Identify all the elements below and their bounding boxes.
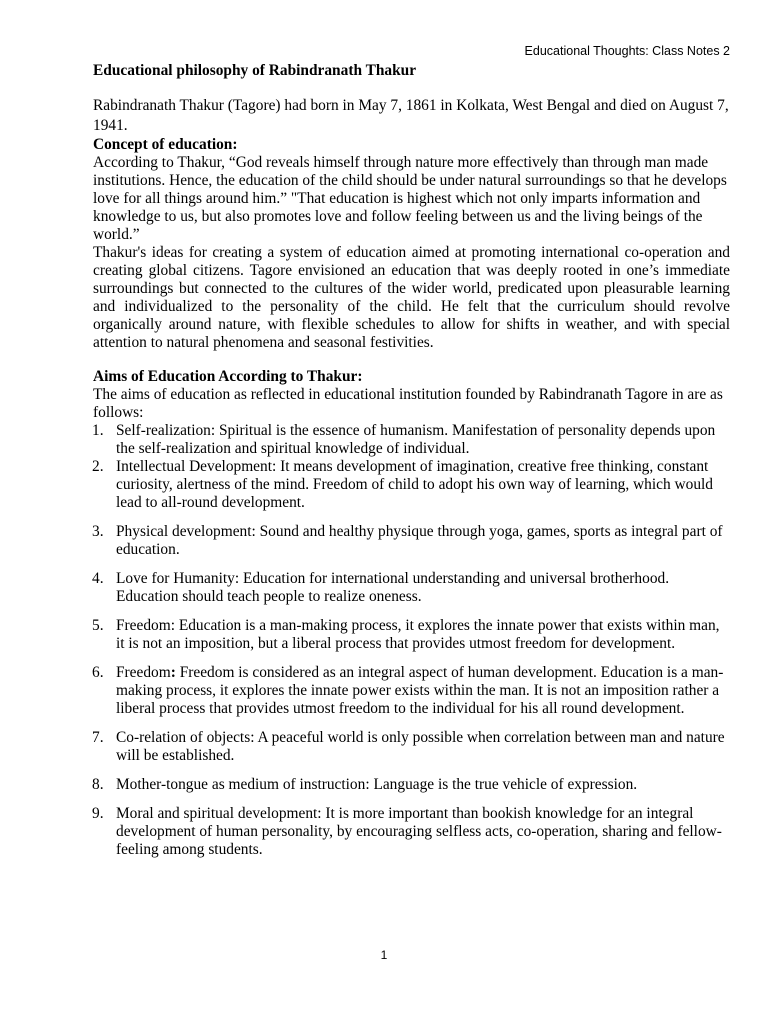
list-item-text: Moral and spiritual development: It is more important than bookish knowledge for an integral development of human personality, by encouraging selfless acts, co-operation, sharing and fellow-feeling among students. [116,805,722,858]
document-body [93,62,730,859]
list-item-text: Self-realization: Spiritual is the essence of humanism. Manifestation of personality depends upon the self-realization and spiritual knowledge of individual. [116,422,716,457]
list-item-text: Freedom: Education is a man-making process, it explores the innate power that exists within man, it is not an imposition, but a liberal process that provides utmost freedom for development. [116,617,720,652]
list-item-text: Intellectual Development: It means development of imagination, creative free thinking, constant curiosity, alertness of the mind. Freedom of child to adopt his own way of learning, which would lead to all-round development. [116,458,713,511]
list-item-text: Freedom is considered as an integral aspect of human development. Education is a man-making process, it explores the innate power exists within the man. It is not an imposition rather a liberal process that provides utmost freedom to the individual for his all round development. [116,664,724,717]
list-item [93,422,730,458]
list-item-text: Mother-tongue as medium of instruction: Language is the true vehicle of expression. [116,776,638,793]
list-item-number: 9. [92,805,104,822]
aims-intro: The aims of education as reflected in educational institution founded by Rabindranath Tagore in are as follows: [93,386,723,421]
running-header: Educational Thoughts: Class Notes 2 [524,44,730,58]
page-number: 1 [380,948,388,962]
intro-paragraph: Rabindranath Thakur (Tagore) had born in May 7, 1861 in Kolkata, West Bengal and died on August 7, 1941. [93,97,729,134]
list-item [93,805,730,859]
concept-paragraph-ideas: Thakur's ideas for creating a system of education aimed at promoting international co-operation and creating global citizens. Tagore envisioned an education that was deeply rooted in one’s immediate surroundings but connected to the cultures of the wider world, predicated upon pleasurable learning and individualized to the personality of the child. He felt that the curriculum should revolve organically around nature, with flexible schedules to allow for shifts in weather, and with special attention to natural phenomena and seasonal festivities. [93,244,730,351]
list-item-number: 8. [92,776,104,793]
list-item-number: 2. [92,458,104,475]
list-item-text: Love for Humanity: Education for international understanding and universal brotherhood. Education should teach people to realize oneness. [116,570,670,605]
document-title: Educational philosophy of Rabindranath Thakur [93,62,417,79]
aims-list [93,422,730,859]
list-item-number: 3. [92,523,104,540]
list-item [93,729,730,765]
list-item-colon: : [170,664,176,681]
concept-heading: Concept of education: [93,136,238,153]
list-item [93,523,730,559]
list-item [93,776,730,794]
aims-heading: Aims of Education According to Thakur: [93,368,363,385]
list-item [93,458,730,512]
list-item-number: 1. [92,422,104,439]
list-item-label: Freedom [116,664,171,681]
list-item [93,570,730,606]
list-item-number: 7. [92,729,104,746]
list-item-number: 5. [92,617,104,634]
list-item-text: Co-relation of objects: A peaceful world is only possible when correlation between man and nature will be established. [116,729,725,764]
list-item-text: Physical development: Sound and healthy physique through yoga, games, sports as integral part of education. [116,523,723,558]
list-item-number: 6. [92,664,104,681]
list-item-number: 4. [92,570,104,587]
list-item [93,664,730,718]
list-item [93,617,730,653]
concept-paragraph-quote: According to Thakur, “God reveals himself through nature more effectively than through man made institutions. Hence, the education of the child should be under natural surroundings so that he develops love for all things around him.” "That education is highest which not only imparts information and knowledge to us, but also promotes love and follow feeling between us and the living beings of the world.” [93,154,727,243]
